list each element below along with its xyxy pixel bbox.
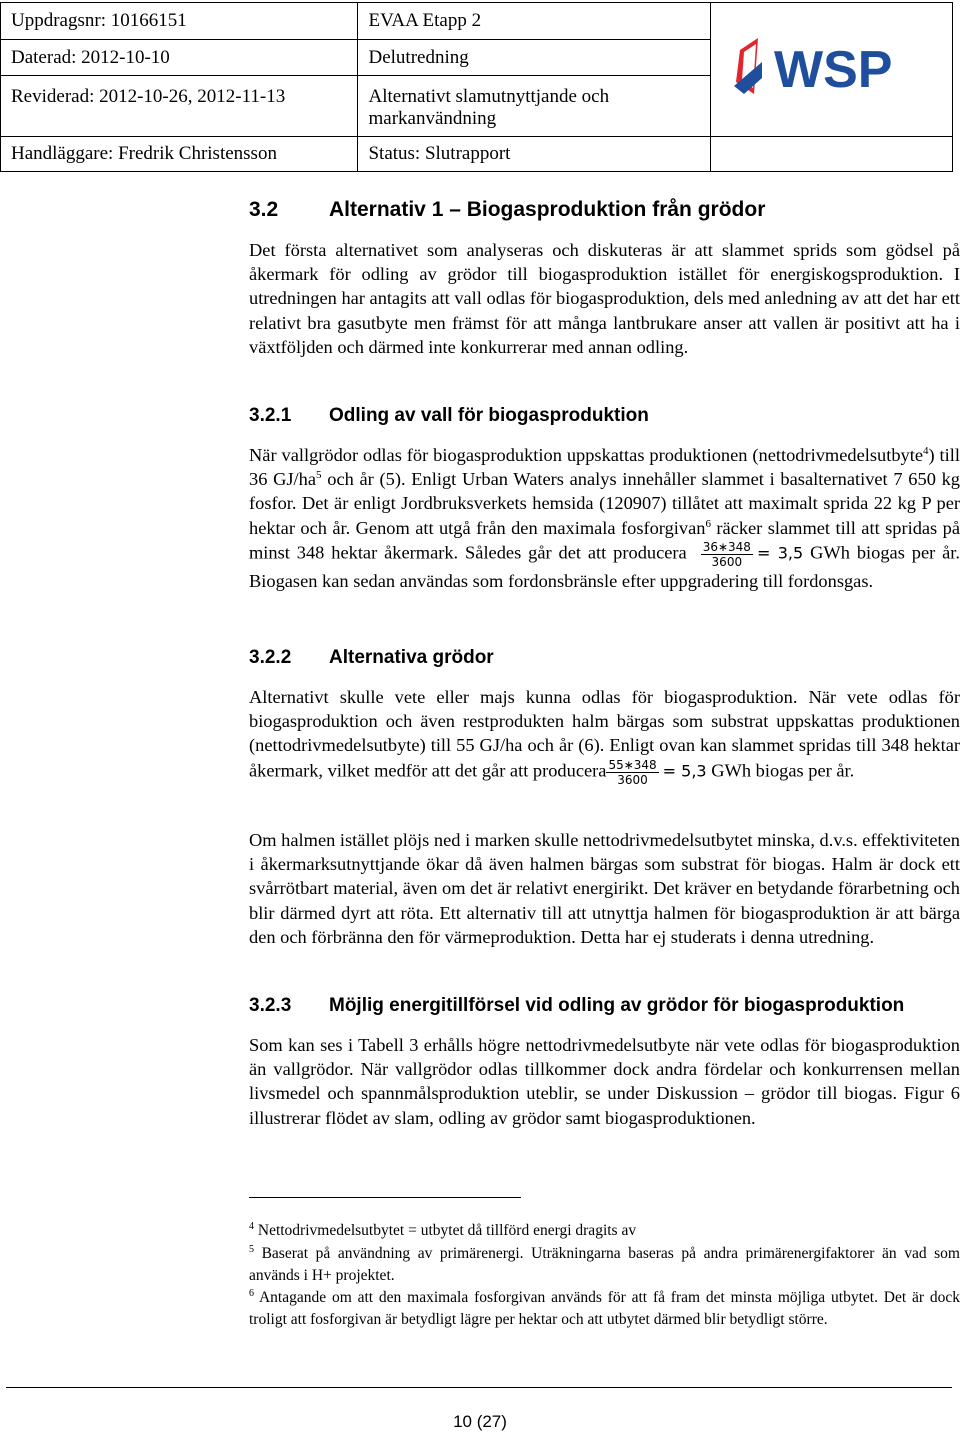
section-3-2-2-paragraph-2: Om halmen istället plöjs ned i marken skulle nettodrivmedelsutbytet minska, d.v.s. effektiviteten i åkermarksutnyttjande ökar då även halmen bärgas som substrat för biogas. Halm är dock ett svårrötbart material, även om det är relativt energirikt. Det kräver en betydande förarbetning och blir därmed dyrt att röta. Ett alternativ till att utnyttja halmen för biogasproduktion är att bärga den och förbränna den för värmeproduktion. Detta har ej studerats i denna utredning. [249,830,960,947]
section-3-2-number: 3.2 [249,198,279,221]
formula-vete-result: = 5,3 [662,761,707,781]
section-3-2-2-heading [249,647,494,669]
footnote-6 [249,1287,960,1330]
footnote-5-text: Baserat på användning av primärenergi. Uträkningarna baseras på andra primärenergifaktorer än vad som används i H+ projektet. [249,1245,960,1284]
footnote-4-number: 4 [249,1220,254,1232]
s321-text-c: och år (5). Enligt Urban Waters analys innehåller slammet i basalternativet 7 650 kg fosfor. Det är enligt Jordbruksverkets hemsida (120907) tillåtet att maximalt sprida 22 kg P per hektar och år. Genom att utgå från den maximala fosforgivan [249,469,960,538]
formula-vall-denominator: 3600 [711,554,743,569]
footnote-5 [249,1243,960,1286]
formula-vall-numerator: 36∗348 [702,539,751,554]
section-3-2-heading [249,198,765,222]
section-3-2-paragraph: Det första alternativet som analyseras och diskuteras är att slammet sprids som gödsel på åkermark för odling av grödor till biogasproduktion istället för energiskogsproduktion. I utredningen har antagits att vall odlas för biogasproduktion, dels med anledning av att det har ett relativt bra gasutbyte men främst för att många lantbrukare anser att vallen är positivt att ha i växtföljden och därmed inte konkurrerar med annan odling. [249,240,960,357]
s321-text-e: GWh biogas per år. Biogasen kan sedan användas som fordonsbränsle efter uppgradering till fordonsgas. [249,542,960,591]
section-3-2-1-title: Odling av vall för biogasproduktion [329,405,649,426]
section-3-2-title: Alternativ 1 – Biogasproduktion från grödor [329,198,766,221]
section-3-2-3-heading [249,995,904,1017]
formula-vete-numerator: 55∗348 [608,757,657,772]
footnote-5-number: 5 [249,1243,254,1255]
s322-text-a: Alternativt skulle vete eller majs kunna odlas för biogasproduktion. När vete odlas för biogasproduktion och även restprodukten halm bärgas som substrat uppskattas produktionen (nettodrivmedelsutbyte) till 55 GJ/ha och år (6). Enligt ovan kan slammet spridas till 348 hektar åkermark, vilket medför att det går att producera [249,687,960,781]
header-uppdragsnr: Uppdragsnr: 10166151 [1,3,358,40]
header-doc-type: Delutredning [358,40,711,76]
footer-rule [6,1387,952,1388]
wsp-logo-text: WSP [773,40,892,99]
header-project: EVAA Etapp 2 [358,3,711,40]
s321-text-a: När vallgrödor odlas för biogasproduktion uppskattas produktionen (nettodrivmedelsutbyte [249,445,923,465]
footnote-6-text: Antagande om att den maximala fosforgivan används för att få fram det minsta möjliga utbytet. Det är dock troligt att fosforgivan är betydligt lägre per hektar och att utbytet därmed blir betydligt större. [249,1289,960,1328]
footnote-6-number: 6 [249,1287,254,1299]
footnote-separator [249,1197,521,1198]
header-doc-title: Alternativt slamutnyttjande och markanvändning [358,76,711,137]
section-3-2-3-number: 3.2.3 [249,995,292,1016]
footnote-ref-4: 4 [923,444,929,457]
s321-text-d: räcker slammet till att spridas på minst 348 hektar åkermark. Således går det att producera [249,517,960,563]
formula-vete-fraction [606,758,658,787]
header-daterad: Daterad: 2012-10-10 [1,40,358,76]
formula-vall-result: = 3,5 [756,543,804,563]
wsp-logo-icon [732,32,932,102]
header-empty-cell [711,137,953,172]
page-number: 10 (27) [453,1412,507,1431]
formula-vete-denominator: 3600 [617,772,648,787]
footnote-4 [249,1220,960,1242]
document-header-table [0,2,953,172]
section-3-2-2-paragraph-1 [249,685,960,787]
s321-text-b: ) till 36 GJ/ha [249,445,960,490]
section-3-2-3-title: Möjlig energitillförsel vid odling av grödor för biogasproduktion [329,995,905,1016]
header-status: Status: Slutrapport [358,137,711,172]
footnote-ref-5: 5 [316,469,322,482]
header-reviderad: Reviderad: 2012-10-26, 2012-11-13 [1,76,358,137]
footnote-4-text: Nettodrivmedelsutbytet = utbytet då tillförd energi dragits av [257,1222,637,1239]
section-3-2-3-paragraph: Som kan ses i Tabell 3 erhålls högre nettodrivmedelsutbyte när vete odlas för biogasproduktion än vallgrödor. När vallgrödor odlas tillkommer dock andra fördelar och konkurrensen mellan livsmedel och spannmålsproduktion uteblir, se under Diskussion – grödor till biogas. Figur 6 illustrerar flödet av slam, odling av grödor samt biogasproduktionen. [249,1035,960,1128]
section-3-2-1-paragraph [249,443,960,593]
section-3-2-1-heading [249,405,649,427]
header-handlaggare: Handläggare: Fredrik Christensson [1,137,358,172]
section-3-2-2-title: Alternativa grödor [329,647,494,668]
footnote-ref-6: 6 [705,517,711,530]
formula-vall-fraction [701,540,753,569]
section-3-2-1-number: 3.2.1 [249,405,292,426]
s322-text-b: GWh biogas per år. [706,760,855,781]
header-logo-cell [711,3,953,137]
section-3-2-2-number: 3.2.2 [249,647,292,668]
